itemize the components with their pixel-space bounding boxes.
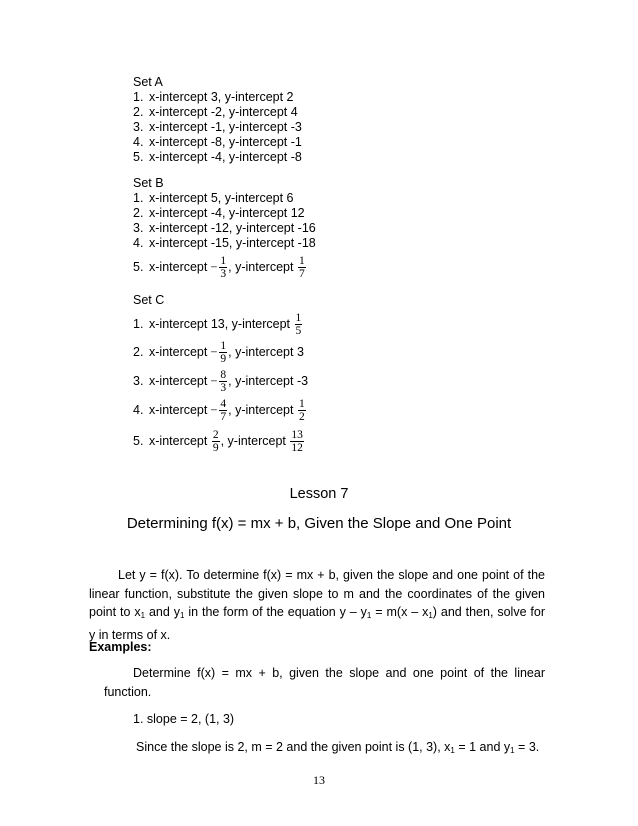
examples-heading: Examples: [89, 640, 152, 654]
fraction: $\frac{1}{3}$ [220, 255, 227, 280]
set-a-item-1: 1. x-intercept 3, y-intercept 2 [133, 90, 294, 104]
fraction: $\frac{13}{12}$ [291, 429, 303, 454]
set-c-item-5: 5. x-intercept $\frac{2}{9}$ , y-intercept $\frac{13}{12}$ [133, 429, 303, 454]
examples-instruction: Determine f(x) = mx + b, given the slope and one point of the linear function. [104, 666, 545, 699]
set-b-item-4: 4. x-intercept -15, y-intercept -18 [133, 236, 316, 250]
set-a-item-5: 5. x-intercept -4, y-intercept -8 [133, 150, 302, 164]
set-b-item-1: 1. x-intercept 5, y-intercept 6 [133, 191, 294, 205]
example-1: 1. slope = 2, (1, 3) [133, 712, 235, 726]
page-number: 13 [313, 773, 325, 787]
set-a-item-2: 2. x-intercept -2, y-intercept 4 [133, 105, 298, 119]
set-c-item-2: 2. x-intercept − $\frac{1}{9}$ , y-intercept 3 [133, 340, 304, 365]
fraction: $\frac{1}{2}$ [298, 398, 305, 423]
set-c-title: Set C [133, 293, 165, 307]
set-c-item-4: 4. x-intercept − $\frac{4}{7}$ , y-intercept $\frac{1}{2}$ [133, 398, 305, 423]
set-a-item-4: 4. x-intercept -8, y-intercept -1 [133, 135, 302, 149]
example-1-explanation: Since the slope is 2, m = 2 and the given point is (1, 3), $x_1 = 1$ and $y_1 = 3$. [136, 740, 540, 755]
set-b-item-3: 3. x-intercept -12, y-intercept -16 [133, 221, 316, 235]
set-a [133, 75, 302, 165]
fraction: $\frac{8}{3}$ [220, 369, 227, 394]
set-b [133, 176, 316, 280]
lesson-heading: Determining f(x) = mx + b, Given the Slope and One Point [126, 515, 512, 532]
set-c-item-1: 1. x-intercept 13, y-intercept $\frac{1}{5}$ [133, 312, 302, 337]
set-b-title: Set B [133, 176, 164, 190]
lesson-label: Lesson 7 [289, 486, 349, 502]
fraction: $\frac{2}{9}$ [212, 429, 219, 454]
fraction: $\frac{1}{7}$ [298, 255, 305, 280]
fraction: $\frac{4}{7}$ [220, 398, 227, 423]
set-c [133, 293, 164, 308]
set-b-item-2: 2. x-intercept -4, y-intercept 12 [133, 206, 305, 220]
intro-paragraph: Let y = f(x). To determine f(x) = mx + b, given the slope and one point of the linear function, substitute the given slope to m and the coordinates of the given point to $x_1$ and $y_1$ in the form of the equation $y - y_1 = m(x - x_1)$ and then, solve for y in terms of x. [89, 568, 546, 642]
set-a-title: Set A [133, 75, 163, 89]
set-a-item-3: 3. x-intercept -1, y-intercept -3 [133, 120, 302, 134]
set-b-item-5: 5. x-intercept − $\frac{1}{3}$ , y-intercept $\frac{1}{7}$ [133, 255, 305, 280]
fraction: $\frac{1}{9}$ [220, 340, 227, 365]
set-c-item-3: 3. x-intercept − $\frac{8}{3}$ , y-intercept -3 [133, 369, 309, 394]
fraction: $\frac{1}{5}$ [295, 312, 302, 337]
